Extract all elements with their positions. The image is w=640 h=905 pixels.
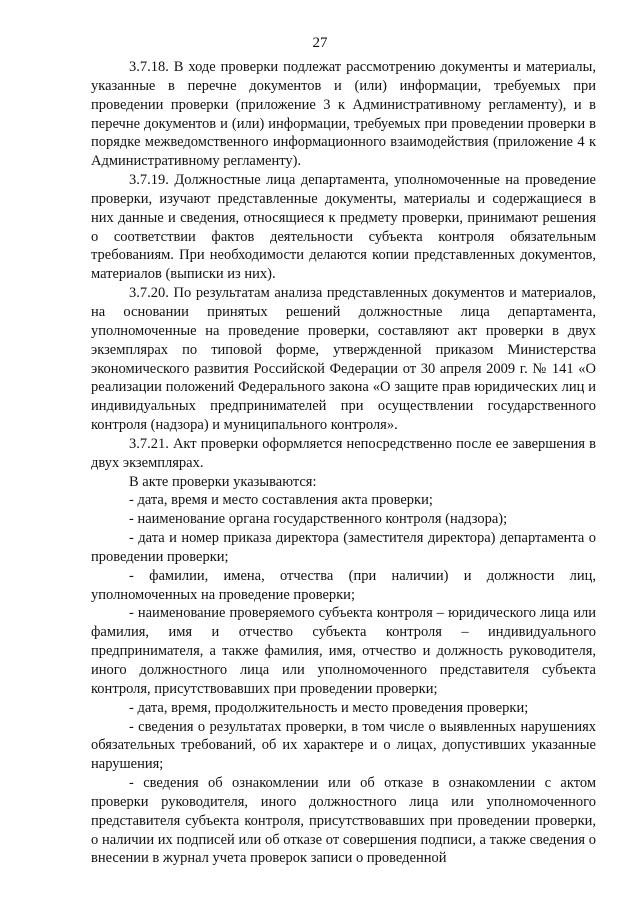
list-item-acknowledgement: - сведения об ознакомлении или об отказе в ознакомлении с актом проверки руководителя, иного должностного лица или уполномоченного представителя субъекта контроля, присутствовавших при проведении проверки, о наличии их подписей или об отказе от совершения подписи, а также сведения о внесении в журнал учета проверок записи о проведенной: [91, 775, 596, 867]
list-item-results: - сведения о результатах проверки, в том числе о выявленных нарушениях обязательных требований, об их характере и о лицах, допустивших указанные нарушения;: [91, 718, 596, 773]
paragraph-3-7-21: 3.7.21. Акт проверки оформляется непосредственно после ее завершения в двух экземплярах.: [91, 435, 596, 471]
paragraph-3-7-20: 3.7.20. По результатам анализа представленных документов и материалов, на основании принятых решений должностные лица департамента, уполномоченные на проведение проверки, составляют акт проверки в двух экземплярах по типовой форме, утвержденной приказом Министерства экономического развития Российской Федерации от 30 апреля 2009 г. № 141 «О реализации положений Федерального закона «О защите прав юридических лиц и индивидуальных предпринимателей при осуществлении государственного контроля (надзора) и муниципального контроля».: [91, 285, 596, 434]
list-item-inspection-time: - дата, время, продолжительность и место проведения проверки;: [129, 699, 529, 716]
list-item-control-body: - наименование органа государственного контроля (надзора);: [129, 511, 508, 528]
list-item-date-place: - дата, время и место составления акта проверки;: [129, 492, 433, 509]
body-text: [91, 58, 596, 868]
list-item-order: - дата и номер приказа директора (заместителя директора) департамента о проведении проверки;: [91, 530, 596, 565]
list-item-inspected-subject: - наименование проверяемого субъекта контроля – юридического лица или фамилия, имя и отчество субъекта контроля – индивидуального предпринимателя, а также фамилия, имя, отчество и должность руководителя, иного должностного лица или уполномоченного представителя субъекта контроля, присутствовавших при проведении проверки;: [91, 605, 596, 697]
act-contents-intro: В акте проверки указываются:: [129, 473, 317, 490]
paragraph-3-7-19: 3.7.19. Должностные лица департамента, уполномоченные на проведение проверки, изучают представленные документы, материалы и содержащиеся в них данные и сведения, относящиеся к предмету проверки, принимают решения о соответствии фактов деятельности субъекта контроля обязательным требованиям. При необходимости делаются копии представленных документов, материалов (выписки из них).: [91, 172, 596, 283]
paragraph-3-7-18: 3.7.18. В ходе проверки подлежат рассмотрению документы и материалы, указанные в перечне документов и (или) информации, требуемых при проведении проверки (приложение 3 к Административному регламенту), и в перечне документов и (или) информации, требуемых при проведении проверки в порядке межведомственного информационного взаимодействия (приложение 4 к Административному регламенту).: [91, 59, 596, 170]
page-number: 27: [312, 35, 328, 51]
list-item-inspectors: - фамилии, имена, отчества (при наличии) и должности лиц, уполномоченных на проведение проверки;: [91, 567, 596, 603]
